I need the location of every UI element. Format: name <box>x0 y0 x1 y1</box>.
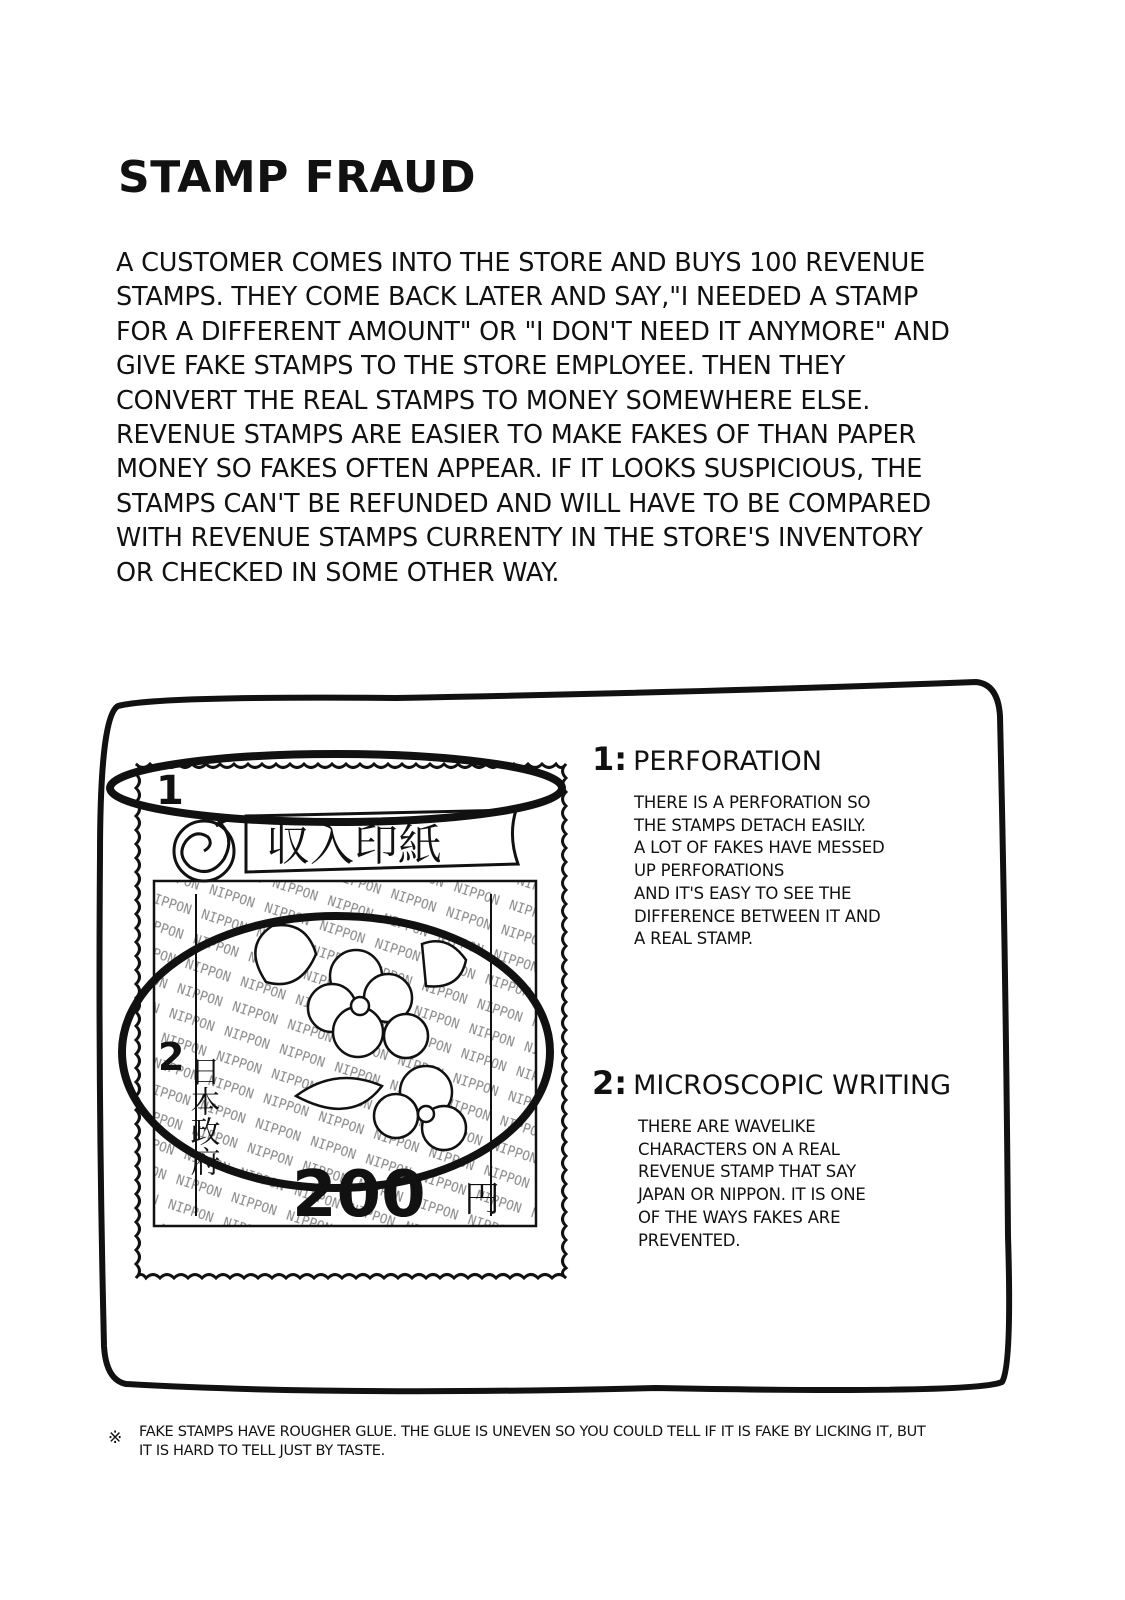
label-1: 1 <box>156 768 184 814</box>
note-2-body: THERE ARE WAVELIKE CHARACTERS ON A REAL REVENUE STAMP THAT SAY JAPAN OR NIPPON. IT IS ONE OF THE WAYS FAKES ARE PREVENTED. <box>638 1117 866 1250</box>
illustration-panel <box>96 676 1024 1400</box>
note-microscopic-writing <box>592 1064 952 1252</box>
label-2: 2 <box>158 1035 185 1079</box>
note-1-heading: PERFORATION <box>633 746 822 777</box>
note-2-number: 2: <box>592 1064 628 1102</box>
stamp-side-text: 日本政府 <box>184 1056 220 1176</box>
note-1-number: 1: <box>592 740 628 778</box>
footnote-text: FAKE STAMPS HAVE ROUGHER GLUE. THE GLUE IS UNEVEN SO YOU COULD TELL IF IT IS FAKE BY LICKING IT, BUT IT IS HARD TO TELL JUST BY TASTE. <box>139 1424 926 1459</box>
note-perforation <box>592 740 922 951</box>
note-1-body: THERE IS A PERFORATION SO THE STAMPS DETACH EASILY. A LOT OF FAKES HAVE MESSED UP PERFORATIONS AND IT'S EASY TO SEE THE DIFFERENCE BETWEEN IT AND A REAL STAMP. <box>634 793 885 949</box>
footnote <box>108 1423 928 1461</box>
revenue-stamp-illustration <box>96 676 616 1316</box>
stamp-currency: 円 <box>464 1179 501 1220</box>
note-2-heading: MICROSCOPIC WRITING <box>633 1070 952 1101</box>
stamp-header-text: 収入印紙 <box>266 820 442 871</box>
reference-mark-icon: ※ <box>108 1428 122 1448</box>
page-title: STAMP FRAUD <box>118 152 477 203</box>
intro-paragraph: A CUSTOMER COMES INTO THE STORE AND BUYS 100 REVENUE STAMPS. THEY COME BACK LATER AND SAY,"I NEEDED A STAMP FOR A DIFFERENT AMOUNT" OR "I DON'T NEED IT ANYMORE" AND GIVE FAKE STAMPS TO THE STORE EMPLOYEE. THEN THEY CONVERT THE REAL STAMPS TO MONEY SOMEWHERE ELSE. REVENUE STAMPS ARE EASIER TO MAKE FAKES OF THAN PAPER MONEY SO FAKES OFTEN APPEAR. IF IT LOOKS SUSPICIOUS, THE STAMPS CAN'T BE REFUNDED AND WILL HAVE TO BE COMPARED WITH REVENUE STAMPS CURRENTY IN THE STORE'S INVENTORY OR CHECKED IN SOME OTHER WAY. <box>116 248 950 588</box>
stamp-drawing <box>96 676 616 1316</box>
stamp-value: 200 <box>292 1158 426 1232</box>
